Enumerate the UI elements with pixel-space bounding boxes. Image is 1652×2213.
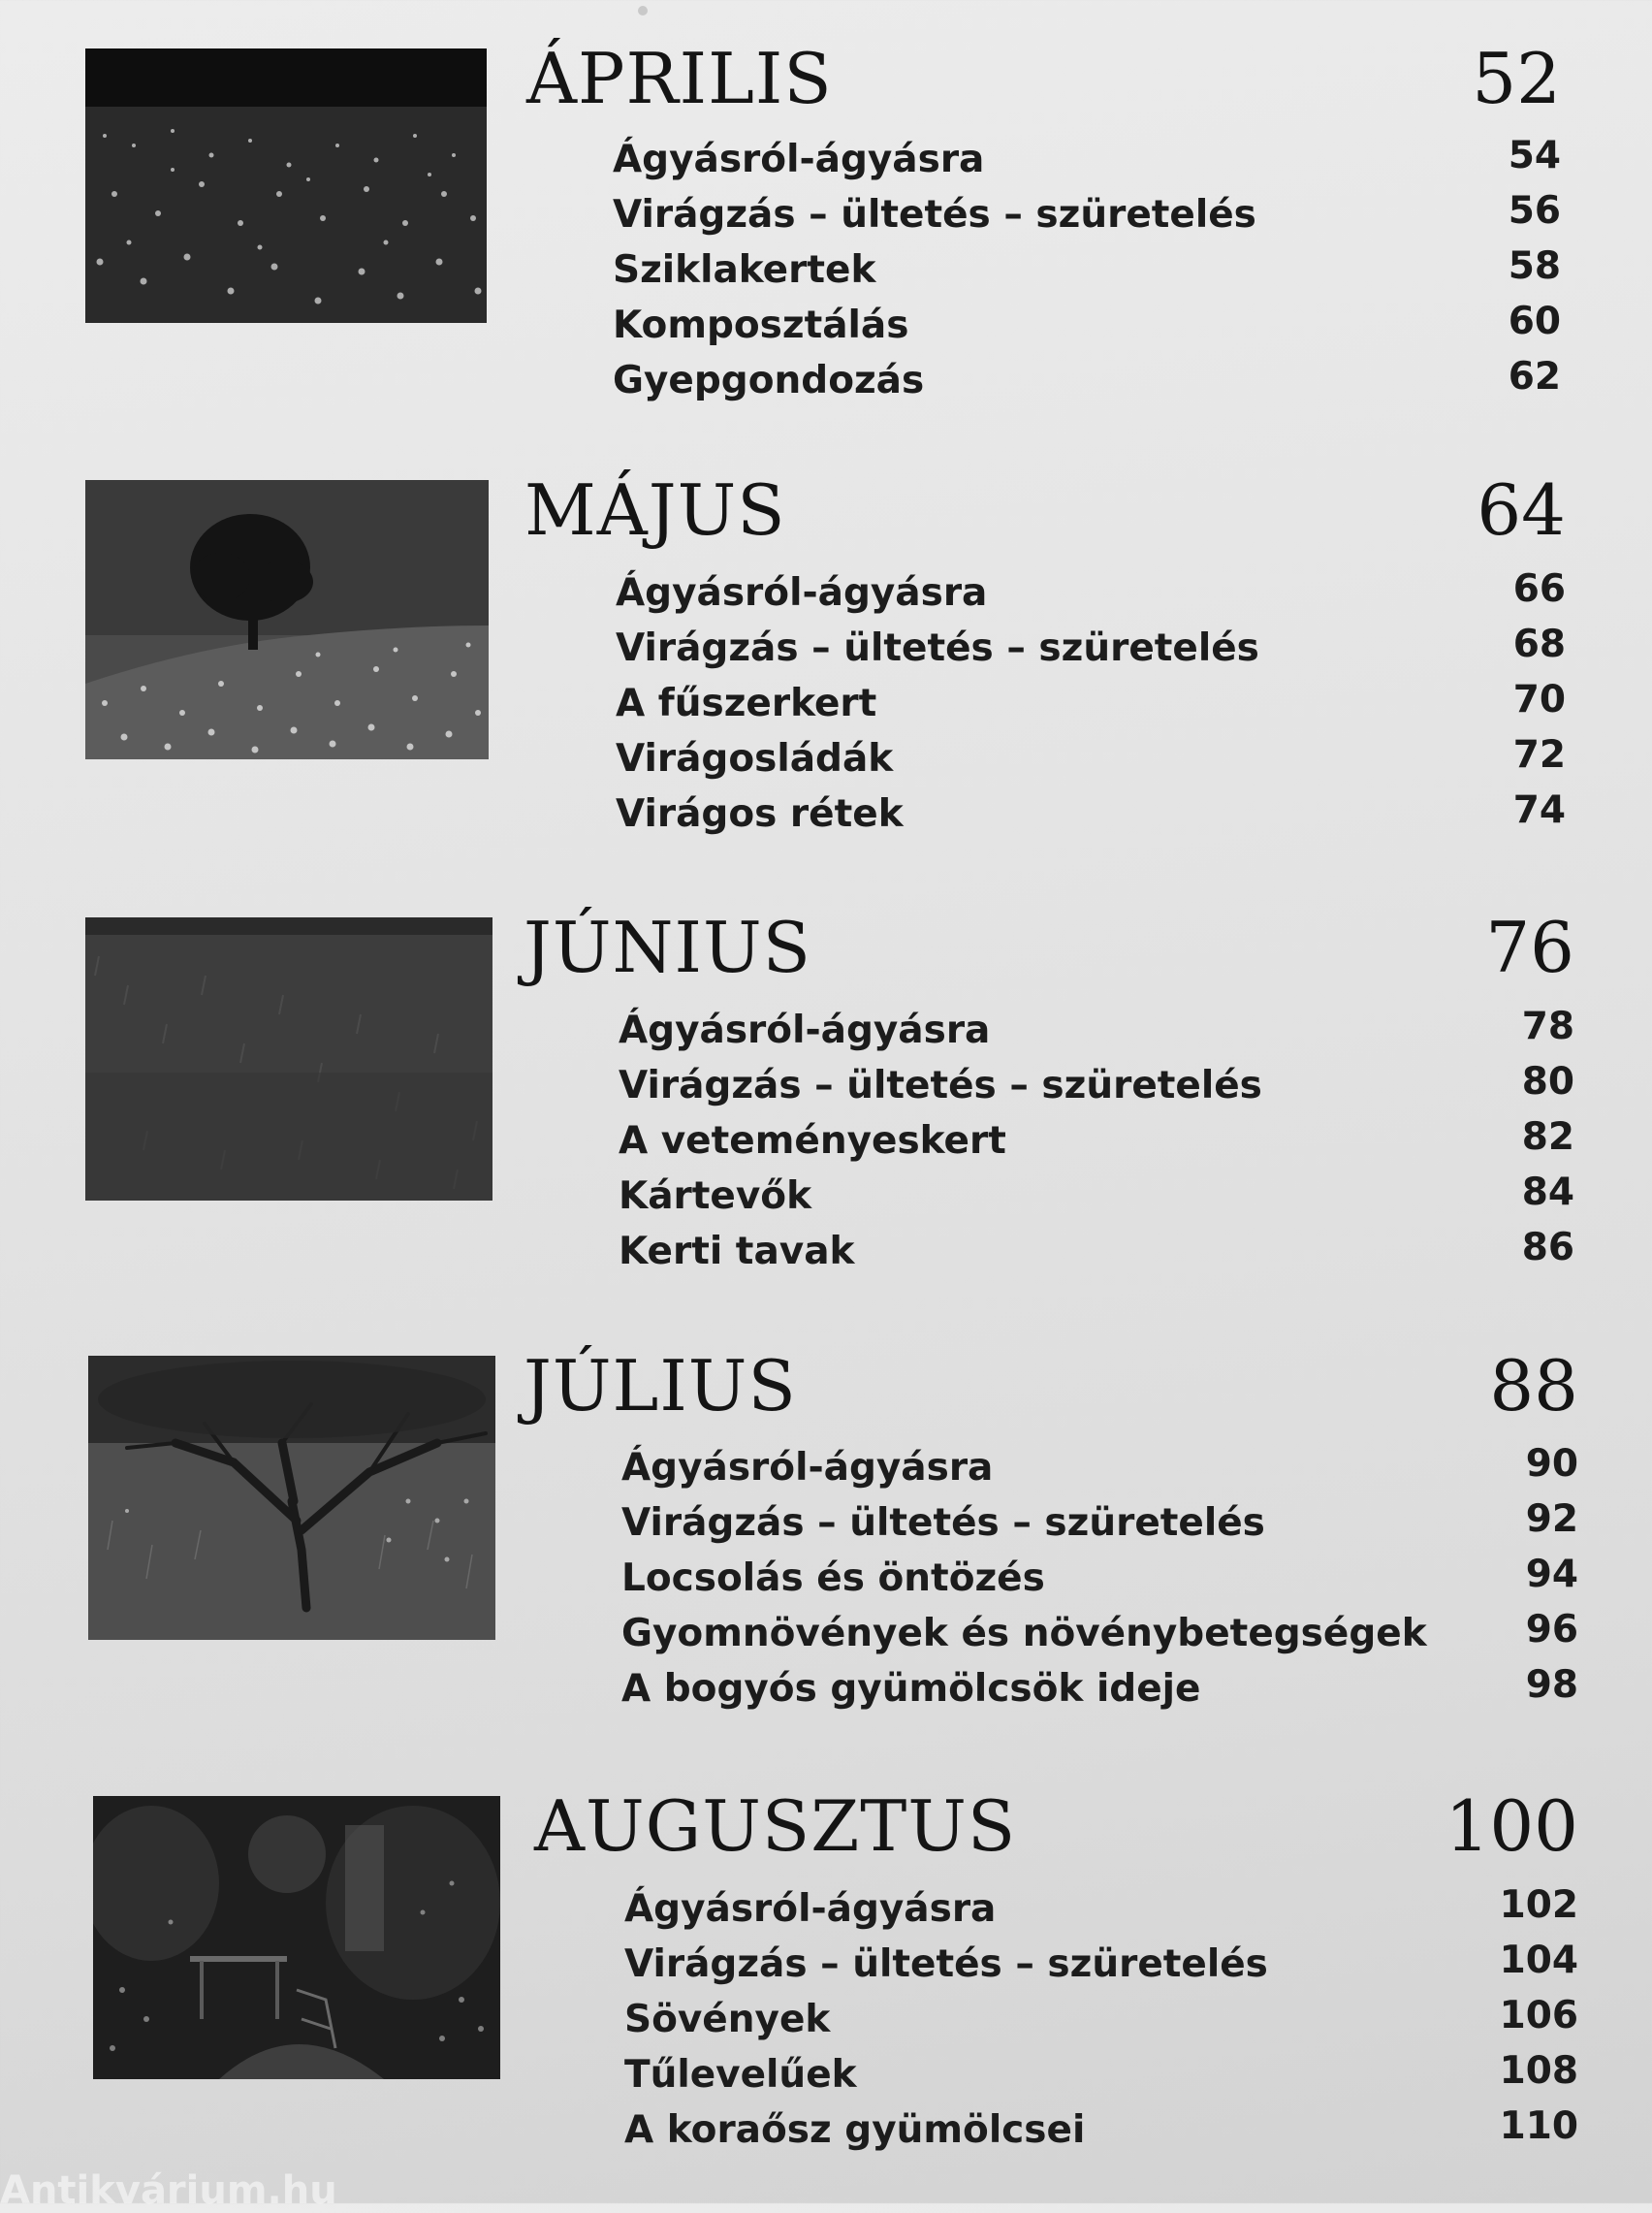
- entry-page-number: 108: [1499, 2049, 1578, 2093]
- toc-entry[interactable]: [613, 132, 1561, 187]
- entry-title: Virágzás – ültetés – szüretelés: [613, 193, 1256, 237]
- entry-page-number: 102: [1499, 1883, 1578, 1927]
- month-title: ÁPRILIS: [526, 38, 833, 119]
- toc-entry[interactable]: [616, 731, 1566, 786]
- toc-entry[interactable]: [621, 1551, 1578, 1606]
- paper-speck: [638, 6, 648, 16]
- entry-list: [616, 565, 1566, 842]
- toc-entry[interactable]: [619, 1169, 1574, 1224]
- toc-entry[interactable]: [624, 2047, 1578, 2102]
- toc-section-junius: [85, 907, 1574, 1325]
- section-photo-meadow: [85, 48, 487, 323]
- entry-title: Kerti tavak: [619, 1230, 855, 1273]
- entry-page-number: 60: [1508, 300, 1561, 343]
- entry-title: A veteményeskert: [619, 1119, 1006, 1163]
- entry-page-number: 98: [1525, 1663, 1578, 1707]
- month-page-number: 76: [1485, 907, 1574, 988]
- entry-page-number: 96: [1525, 1608, 1578, 1652]
- entry-title: Ágyásról-ágyásra: [613, 138, 985, 181]
- toc-section-augusztus: [93, 1785, 1578, 2203]
- entry-page-number: 56: [1508, 189, 1561, 233]
- entry-page-number: 104: [1499, 1939, 1578, 1982]
- toc-section-majus: [85, 469, 1566, 887]
- toc-entry[interactable]: [613, 353, 1561, 408]
- toc-entry[interactable]: [624, 1937, 1578, 1992]
- entry-title: Virágzás – ültetés – szüretelés: [616, 626, 1259, 670]
- entry-title: Virágzás – ültetés – szüretelés: [621, 1501, 1265, 1545]
- month-page-number: 52: [1472, 38, 1561, 119]
- toc-entry[interactable]: [616, 786, 1566, 842]
- entry-list: [613, 132, 1561, 408]
- entry-page-number: 74: [1512, 788, 1566, 832]
- toc-section-julius: [88, 1345, 1578, 1763]
- entry-page-number: 80: [1521, 1060, 1574, 1104]
- toc-entry[interactable]: [621, 1606, 1578, 1661]
- toc-entry[interactable]: [619, 1224, 1574, 1279]
- toc-entry[interactable]: [621, 1495, 1578, 1551]
- entry-page-number: 86: [1521, 1226, 1574, 1269]
- entry-title: Gyepgondozás: [613, 359, 925, 402]
- entry-page-number: 78: [1521, 1005, 1574, 1048]
- entry-title: Kártevők: [619, 1174, 812, 1218]
- month-title: MÁJUS: [524, 469, 786, 551]
- entry-page-number: 82: [1521, 1115, 1574, 1159]
- toc-entry[interactable]: [619, 1058, 1574, 1113]
- toc-entry[interactable]: [624, 2102, 1578, 2158]
- entry-page-number: 94: [1525, 1553, 1578, 1596]
- section-photo-grass-field: [85, 917, 492, 1201]
- entry-title: A koraősz gyümölcsei: [624, 2108, 1086, 2152]
- entry-page-number: 72: [1512, 733, 1566, 777]
- toc-entry[interactable]: [616, 676, 1566, 731]
- entry-title: Virágzás – ültetés – szüretelés: [624, 1942, 1268, 1986]
- entry-title: Locsolás és öntözés: [621, 1556, 1045, 1600]
- entry-page-number: 84: [1521, 1171, 1574, 1214]
- entry-page-number: 90: [1525, 1442, 1578, 1486]
- toc-entry[interactable]: [613, 242, 1561, 298]
- toc-entry[interactable]: [619, 1003, 1574, 1058]
- section-photo-fruit-tree: [88, 1356, 495, 1640]
- entry-page-number: 92: [1525, 1497, 1578, 1541]
- entry-list: [624, 1881, 1578, 2158]
- entry-page-number: 58: [1508, 244, 1561, 288]
- section-photo-garden-table: [93, 1796, 500, 2079]
- toc-entry[interactable]: [613, 187, 1561, 242]
- entry-title: A bogyós gyümölcsök ideje: [621, 1667, 1201, 1711]
- entry-title: Sziklakertek: [613, 248, 876, 292]
- entry-page-number: 68: [1512, 623, 1566, 666]
- toc-entry[interactable]: [624, 1992, 1578, 2047]
- entry-page-number: 106: [1499, 1994, 1578, 2037]
- entry-page-number: 66: [1512, 567, 1566, 611]
- entry-list: [621, 1440, 1578, 1716]
- entry-title: Tűlevelűek: [624, 2053, 857, 2097]
- entry-title: Ágyásról-ágyásra: [621, 1446, 994, 1490]
- toc-entry[interactable]: [621, 1661, 1578, 1716]
- entry-title: A fűszerkert: [616, 682, 877, 725]
- month-title: JÚLIUS: [524, 1345, 797, 1427]
- toc-entry[interactable]: [616, 621, 1566, 676]
- entry-title: Virágos rétek: [616, 792, 904, 836]
- entry-title: Komposztálás: [613, 304, 909, 347]
- toc-entry[interactable]: [619, 1113, 1574, 1169]
- entry-page-number: 62: [1508, 355, 1561, 399]
- month-page-number: 88: [1489, 1345, 1578, 1427]
- entry-title: Virágosládák: [616, 737, 894, 781]
- entry-title: Gyomnövények és növénybetegségek: [621, 1612, 1427, 1655]
- month-page-number: 100: [1445, 1785, 1578, 1867]
- entry-title: Virágzás – ültetés – szüretelés: [619, 1064, 1262, 1107]
- entry-list: [619, 1003, 1574, 1279]
- toc-entry[interactable]: [613, 298, 1561, 353]
- watermark-text: Antikvárium.hu: [0, 2168, 337, 2213]
- toc-entry[interactable]: [621, 1440, 1578, 1495]
- entry-title: Ágyásról-ágyásra: [616, 571, 988, 615]
- section-photo-tree-hill: [85, 480, 489, 759]
- entry-page-number: 70: [1512, 678, 1566, 722]
- entry-page-number: 110: [1499, 2104, 1578, 2148]
- toc-entry[interactable]: [616, 565, 1566, 621]
- toc-entry[interactable]: [624, 1881, 1578, 1937]
- toc-section-aprilis: [85, 38, 1561, 456]
- entry-title: Ágyásról-ágyásra: [624, 1887, 997, 1931]
- entry-page-number: 54: [1508, 134, 1561, 177]
- month-title: AUGUSZTUS: [534, 1785, 1017, 1867]
- entry-title: Ágyásról-ágyásra: [619, 1009, 991, 1052]
- entry-title: Sövények: [624, 1998, 831, 2041]
- month-page-number: 64: [1477, 469, 1566, 551]
- month-title: JÚNIUS: [524, 907, 811, 988]
